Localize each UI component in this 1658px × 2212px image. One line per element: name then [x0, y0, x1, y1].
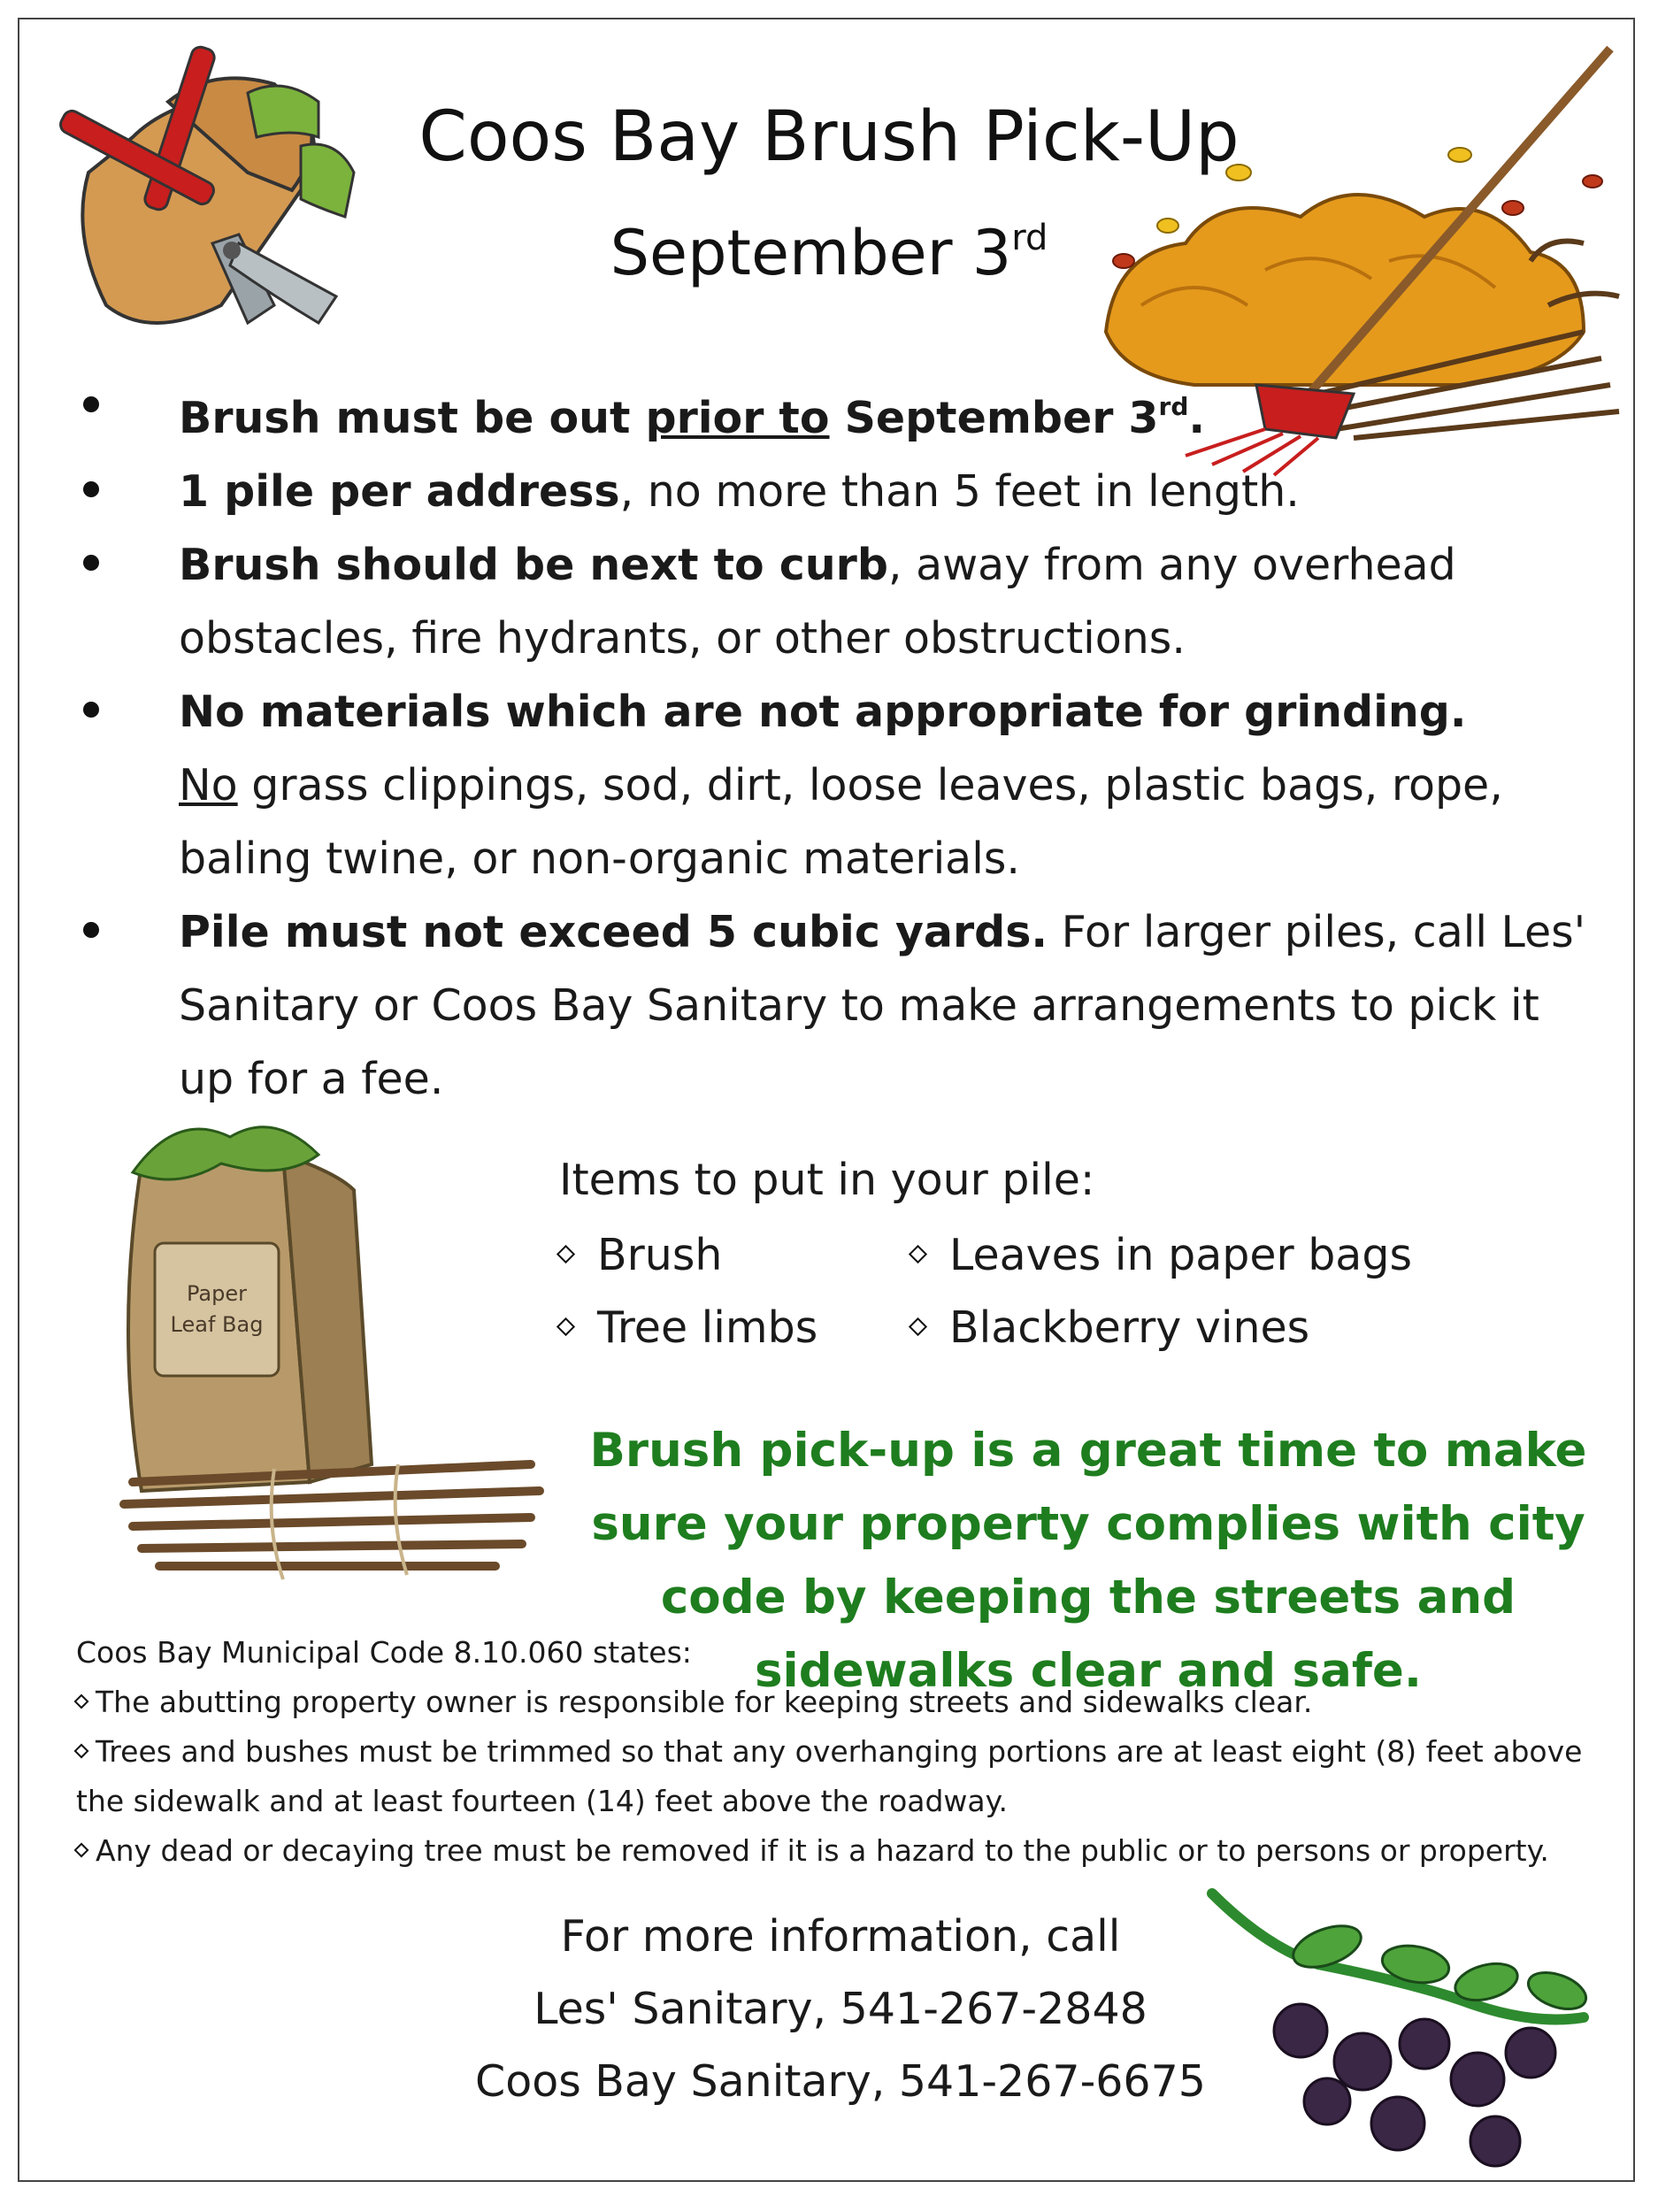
- gloves-pruners-icon: [35, 40, 372, 367]
- subtitle-suffix: rd: [1011, 218, 1048, 258]
- pile-item: Blackberry vines: [911, 1302, 1309, 1353]
- blackberry-vine-icon: [1194, 1876, 1601, 2177]
- bag-label-line1: Paper: [187, 1281, 247, 1306]
- pile-item: Leaves in paper bags: [911, 1230, 1412, 1280]
- rule-item: [80, 455, 1601, 528]
- rule-bold: Brush should be next to curb: [179, 540, 888, 590]
- rule-text: , no more than 5 feet in length.: [619, 466, 1300, 517]
- rule-text: grass clippings, sod, dirt, loose leaves, plastic bags, rope, baling twine, or non-organic materials.: [179, 760, 1503, 884]
- bullet-icon: [83, 555, 99, 571]
- code-line: The abutting property owner is responsible for keeping streets and sidewalks clear.: [76, 1678, 1598, 1727]
- diamond-bullet-icon: [74, 1843, 89, 1858]
- diamond-bullet-icon: [557, 1317, 575, 1336]
- contact-line1: For more information, call: [560, 1911, 1121, 1962]
- bullet-icon: [83, 396, 99, 412]
- rule-underline: prior to: [645, 393, 830, 443]
- rule-bold: September 3: [829, 393, 1159, 443]
- rule-bold: No materials which are not appropriate for grinding.: [179, 687, 1467, 737]
- code-line: Any dead or decaying tree must be removed if it is a hazard to the public or to persons or property.: [76, 1826, 1598, 1876]
- rule-bold: 1 pile per address: [179, 466, 620, 517]
- items-heading: Items to put in your pile:: [559, 1155, 1095, 1205]
- rule-bold: Brush must be out: [179, 393, 646, 443]
- contact-info: [442, 1901, 1239, 2118]
- contact-line3: Coos Bay Sanitary, 541-267-6675: [475, 2056, 1206, 2107]
- compliance-message: Brush pick-up is a great time to make sure your property complies with city code by keeping the streets and sidewalks clear and safe.: [589, 1424, 1587, 1698]
- rule-bold: Pile must not exceed 5 cubic yards.: [179, 907, 1048, 957]
- diamond-bullet-icon: [74, 1694, 89, 1709]
- pile-item: Brush: [559, 1230, 722, 1280]
- rule-text: , away from any overhead obstacles, fire hydrants, or other obstructions.: [179, 540, 1456, 664]
- rules-list: [80, 370, 1601, 1116]
- page-title: Coos Bay Brush Pick-Up: [418, 97, 1240, 177]
- bag-label-line2: Leaf Bag: [170, 1312, 264, 1337]
- code-line: Trees and bushes must be trimmed so that any overhanging portions are at least eight (8) feet above the sidewalk and at least fourteen (14) feet above the roadway.: [76, 1727, 1598, 1826]
- rule-tail: .: [1188, 393, 1205, 443]
- rule-underline: No: [179, 760, 238, 810]
- diamond-bullet-icon: [909, 1317, 927, 1336]
- municipal-code: [76, 1628, 1598, 1876]
- rule-item: [80, 675, 1601, 895]
- rule-item: [80, 895, 1601, 1116]
- page-subtitle: [0, 217, 1658, 289]
- bullet-icon: [83, 702, 99, 718]
- rule-sup: rd: [1158, 392, 1189, 421]
- bullet-icon: [83, 481, 99, 497]
- contact-line2: Les' Sanitary, 541-267-2848: [533, 1984, 1148, 2034]
- code-heading: Coos Bay Municipal Code 8.10.060 states:: [76, 1635, 692, 1670]
- subtitle-text: September 3: [610, 217, 1012, 289]
- pile-item: Tree limbs: [559, 1302, 817, 1353]
- diamond-bullet-icon: [909, 1245, 927, 1263]
- diamond-bullet-icon: [557, 1245, 575, 1263]
- paper-leaf-bag-icon: [106, 1110, 566, 1588]
- diamond-bullet-icon: [74, 1744, 89, 1759]
- rule-text: For larger piles, call Les' Sanitary or Coos Bay Sanitary to make arrangements to pick it up for a fee.: [179, 907, 1586, 1104]
- rule-item: [80, 528, 1601, 675]
- rule-item: [80, 370, 1601, 455]
- bullet-icon: [83, 922, 99, 938]
